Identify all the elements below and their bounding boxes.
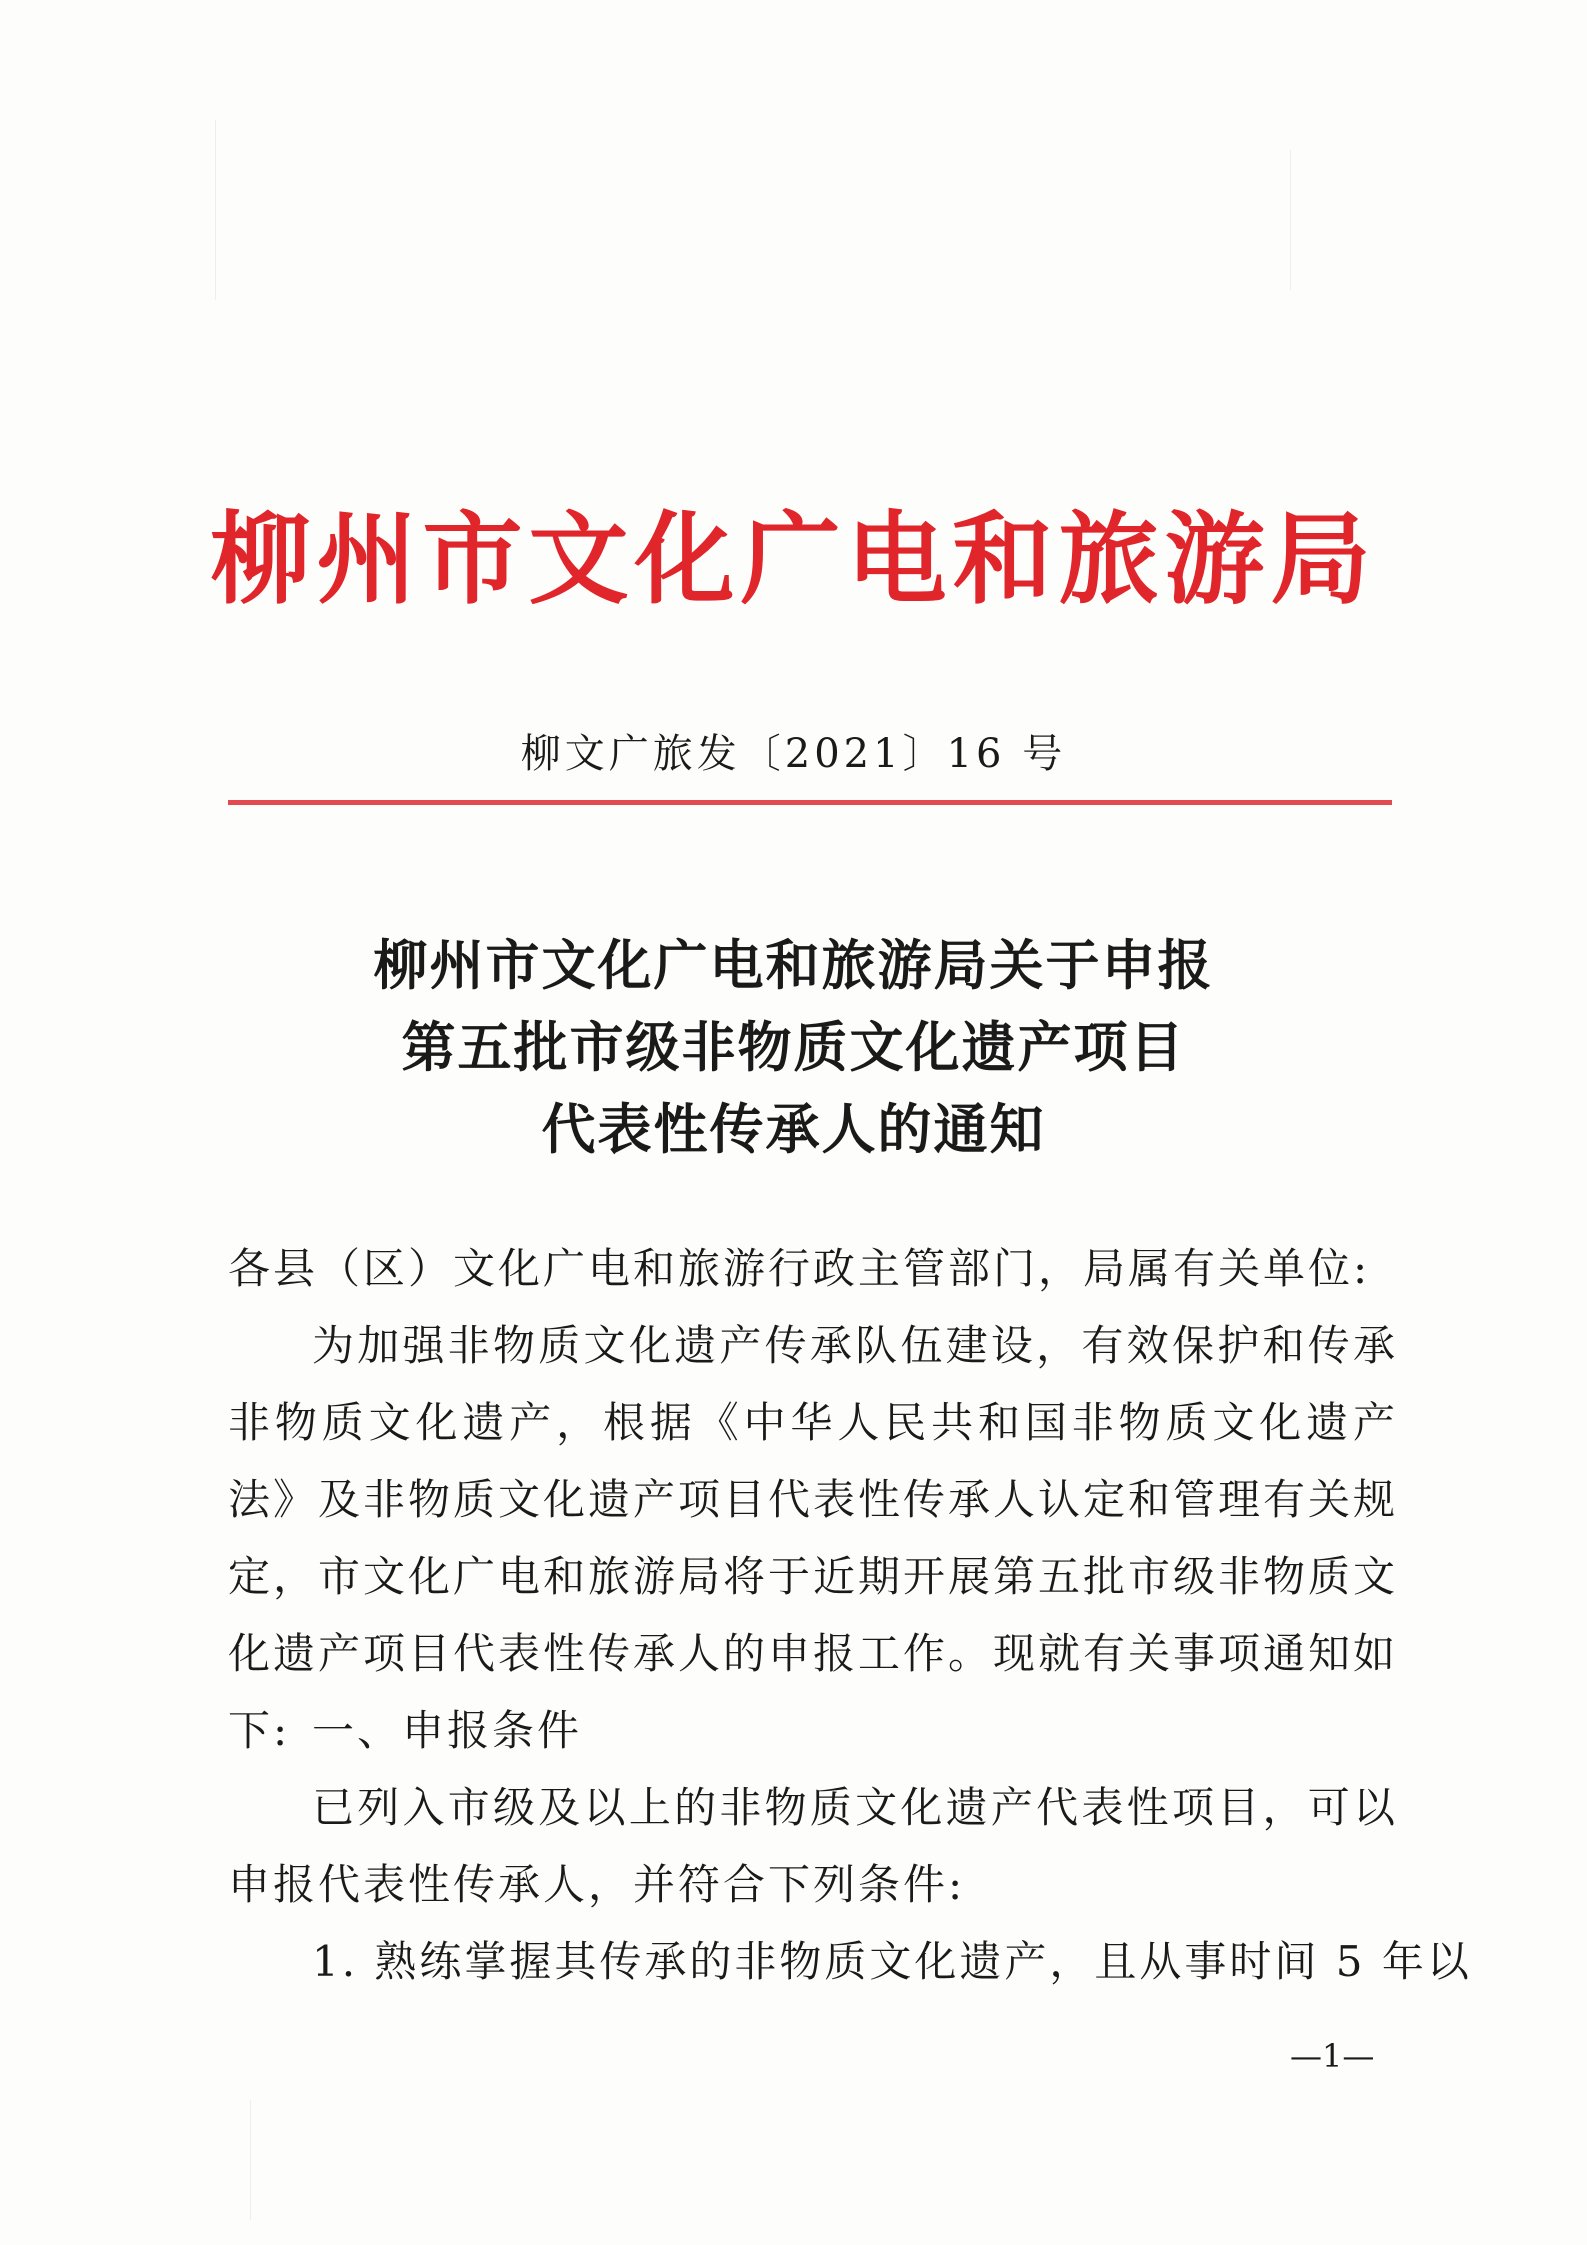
scan-artifact-line [215,120,216,300]
header-red-rule [228,800,1392,805]
paragraph-condition-1: 1. 熟练掌握其传承的非物质文化遗产，且从事时间 5 年以 [312,1937,1472,1986]
salutation: 各县（区）文化广电和旅游行政主管部门，局属有关单位: [228,1244,1371,1293]
title-line-3: 代表性传承人的通知 [541,1097,1046,1161]
title-line-2: 第五批市级非物质文化遗产项目 [401,1015,1186,1079]
title-line-1: 柳州市文化广电和旅游局关于申报 [373,933,1214,997]
section-heading-application-conditions: 一、申报条件 [312,1706,583,1755]
scan-artifact-line [1290,150,1291,290]
paragraph-intro: 为加强非物质文化遗产传承队伍建设，有效保护和传承非物质文化遗产，根据《中华人民共和国非物质文化遗产法》及非物质文化遗产项目代表性传承人认定和管理有关规定，市文化广电和旅游局将于近期开展第五批市级非物质文化遗产项目代表性传承人的申报工作。现就有关事项通知如下: [228,1321,1399,1755]
scan-artifact-line [250,2100,251,2220]
document-number: 柳文广旅发〔2021〕16 号 [520,731,1067,777]
document-title [0,924,1587,1170]
page-number: —1— [1290,2037,1375,2075]
paragraph-conditions: 已列入市级及以上的非物质文化遗产代表性项目，可以申报代表性传承人，并符合下列条件: [228,1783,1398,1909]
agency-header: 柳州市文化广电和旅游局 [210,501,1377,618]
